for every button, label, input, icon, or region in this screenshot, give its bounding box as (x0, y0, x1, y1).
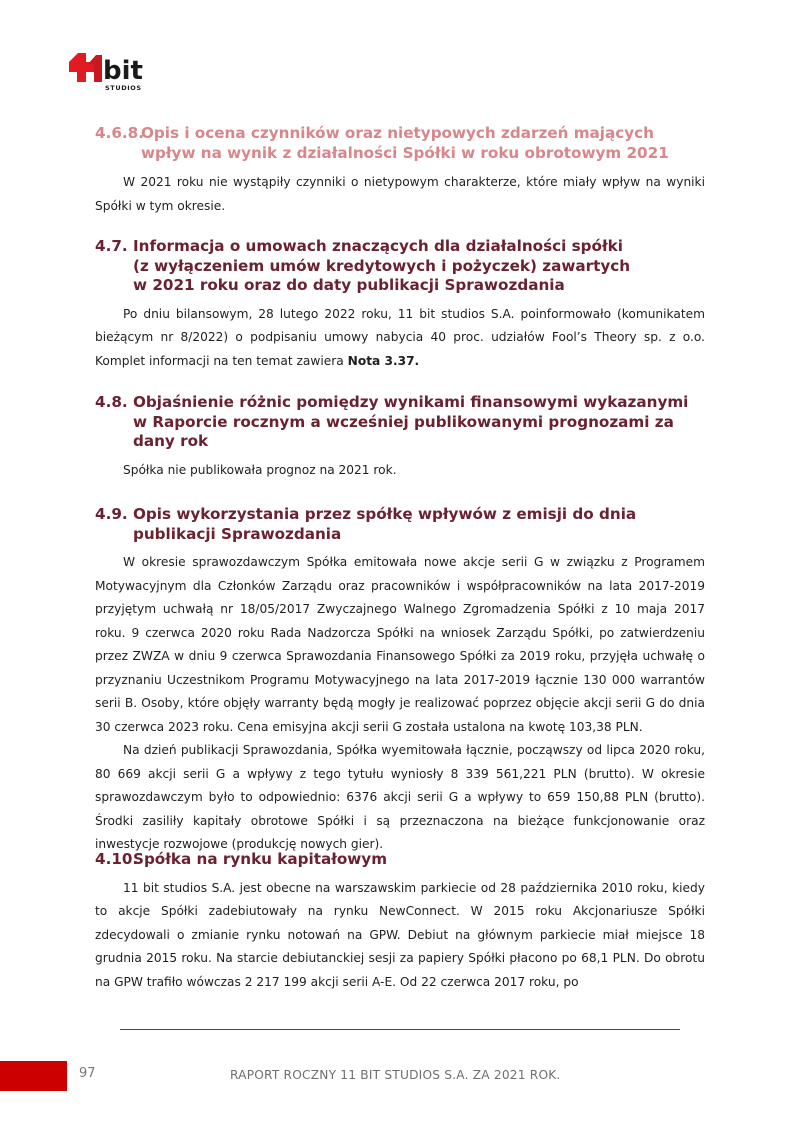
paragraph: Spółka nie publikowała prognoz na 2021 rok. (123, 462, 397, 477)
paragraph (95, 303, 705, 374)
section-heading (95, 237, 705, 296)
footer-title: RAPORT ROCZNY 11 BIT STUDIOS S.A. ZA 2021 ROK. (230, 1068, 561, 1082)
logo-wordmark: bit (103, 56, 143, 86)
section-number: 4.10. (95, 850, 139, 868)
section-4-7 (95, 237, 705, 373)
section-heading (95, 393, 705, 452)
section-title: Informacja o umowach znaczących dla działalności spółki (z wyłączeniem umów kredytowych i pożyczek) zawartych w 2021 roku oraz do daty publikacji Sprawozdania (133, 237, 631, 294)
logo-subtext: STUDIOS (105, 84, 142, 92)
note-reference: Nota 3.37. (347, 353, 420, 368)
section-number: 4.9. (95, 505, 128, 523)
section-title: Opis wykorzystania przez spółkę wpływów z emisji do dnia publikacji Sprawozdania (133, 505, 637, 543)
section-heading (95, 850, 705, 870)
footer-divider (120, 1029, 680, 1030)
section-title: Spółka na rynku kapitałowym (133, 850, 388, 868)
section-number: 4.6.8. (95, 124, 145, 142)
paragraph: 11 bit studios S.A. jest obecne na warszawskim parkiecie od 28 października 2010 roku, kiedy to akcje Spółki zadebiutowały na rynku NewConnect. W 2015 roku Akcjonariusze Spółki zdecydowali o zmianie rynku notowań na GPW. Debiut na głównym parkiecie miał miejsce 18 grudnia 2015 roku. Na starcie debiutanckiej sesji za papiery Spółki płacono po 68,1 PLN. Do obrotu na GPW trafiło wówczas 2 217 199 akcji serii A-E. Od 22 czerwca 2017 roku, po (95, 880, 705, 989)
section-4-9 (95, 505, 705, 857)
section-4-8 (95, 393, 705, 482)
section-title: Opis i ocena czynników oraz nietypowych zdarzeń mających wpływ na wynik z działalności Spółki w roku obrotowym 2021 (141, 124, 669, 162)
section-number: 4.7. (95, 237, 128, 255)
section-title: Objaśnienie różnic pomiędzy wynikami finansowymi wykazanymi w Raporcie rocznym a wcześniej publikowanymi prognozami za dany rok (133, 393, 689, 450)
paragraph: W 2021 roku nie wystąpiły czynniki o nietypowym charakterze, które miały wpływ na wyniki Spółki w tym okresie. (95, 175, 705, 213)
section-heading (95, 124, 705, 163)
section-4-6-8 (95, 124, 705, 218)
page-number: 97 (79, 1066, 96, 1081)
paragraph: W okresie sprawozdawczym Spółka emitowała nowe akcje serii G w związku z Programem Motywacyjnym dla Członków Zarządu oraz pracowników i współpracowników na lata 2017-2019 przyjętym uchwałą nr 18/05/2017 Zwyczajnego Walnego Zgromadzenia Spółki z 10 maja 2017 roku. 9 czerwca 2020 roku Rada Nadzorcza Spółki na wniosek Zarządu Spółki, po zatwierdzeniu przez ZWZA w dniu 9 czerwca Sprawozdania Finansowego Spółki za 2019 roku, przyjęła uchwałę o przyznaniu Uczestnikom Programu Motywacyjnego na lata 2017-2019 łącznie 130 000 warrantów serii B. Osoby, które objęły warranty będą mogły je realizować poprzez objęcie akcji serii G do dnia 30 czerwca 2023 roku. Cena emisyjna akcji serii G została ustalona na kwotę 103,38 PLN. (95, 555, 705, 734)
footer-accent-block (0, 1061, 67, 1091)
paragraph-text: Po dniu bilansowym, 28 lutego 2022 roku, 11 bit studios S.A. poinformowało (komunikatem bieżącym nr 8/2022) o podpisaniu umowy nabycia 40 proc. udziałów Fool’s Theory sp. z o.o. Komplet informacji na ten temat zawiera (95, 306, 705, 368)
section-4-10 (95, 850, 705, 994)
section-number: 4.8. (95, 393, 128, 411)
paragraph: Na dzień publikacji Sprawozdania, Spółka wyemitowała łącznie, począwszy od lipca 2020 roku, 80 669 akcji serii G a wpływy z tego tytułu wyniosły 8 339 561,221 PLN (brutto). W okresie sprawozdawczym było to odpowiednio: 6376 akcji serii G a wpływy to 659 150,88 PLN (brutto). Środki zasiliły kapitały obrotowe Spółki i są przeznaczona na bieżące funkcjonowanie oraz inwestycje rozwojowe (produkcję nowych gier). (95, 743, 705, 851)
section-heading (95, 505, 705, 544)
